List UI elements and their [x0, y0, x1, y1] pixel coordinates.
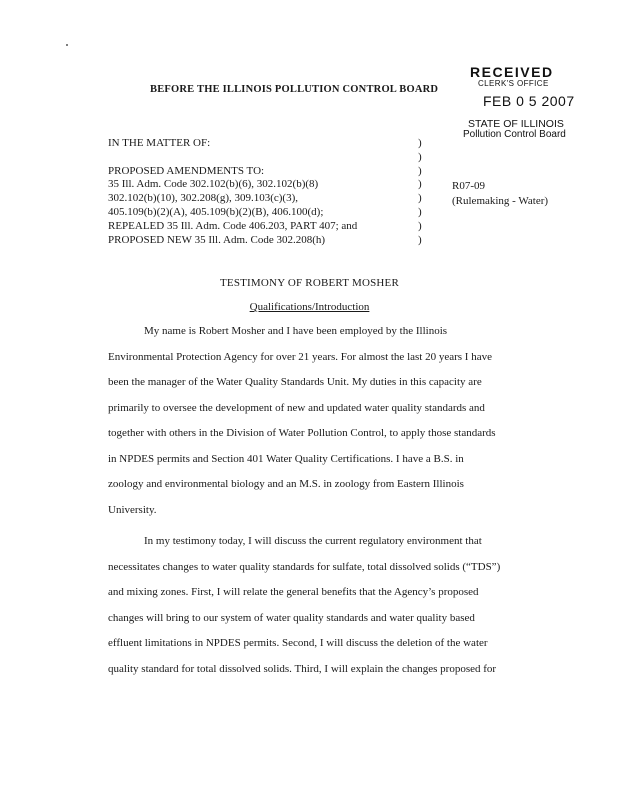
caption-paren: ): [418, 233, 422, 246]
caption-line: PROPOSED AMENDMENTS TO:: [108, 164, 265, 177]
testimony-title: TESTIMONY OF ROBERT MOSHER: [219, 277, 400, 289]
clerks-office-label: CLERK'S OFFICE: [478, 79, 549, 88]
received-date: FEB 0 5 2007: [483, 93, 575, 109]
stamp-state: STATE OF ILLINOIS: [468, 118, 564, 130]
caption-parens: [418, 137, 422, 247]
caption-line: 405.109(b)(2)(A), 405.109(b)(2)(B), 406.100(d);: [108, 205, 324, 218]
caption-line: [108, 151, 357, 165]
caption-line: 35 Ill. Adm. Code 302.102(b)(6), 302.102(b)(8): [108, 178, 319, 191]
body-line: together with others in the Division of Water Pollution Control, to apply those standards: [108, 427, 496, 439]
caption-line: IN THE MATTER OF:: [108, 137, 211, 149]
body-line: My name is Robert Mosher and I have been employed by the Illinois: [144, 325, 448, 337]
caption-paren: ): [418, 164, 422, 177]
body-line: necessitates changes to water quality standards for sulfate, total dissolved solids (“TDS”): [108, 560, 501, 573]
caption-line: PROPOSED NEW 35 Ill. Adm. Code 302.208(h): [108, 233, 326, 246]
docket-info: [452, 179, 548, 208]
body-line: changes will bring to our system of water quality standards and water quality based: [108, 611, 475, 624]
case-caption: [108, 137, 357, 247]
docket-number: R07-09: [452, 180, 485, 192]
board-title: BEFORE THE ILLINOIS POLLUTION CONTROL BOARD: [150, 84, 439, 95]
caption-paren: ): [418, 137, 422, 149]
body-line: zoology and environmental biology and an M.S. in zoology from Eastern Illinois: [108, 478, 464, 490]
body-line: In my testimony today, I will discuss the current regulatory environment that: [144, 535, 482, 547]
docket-type: (Rulemaking - Water): [452, 194, 549, 207]
body-line: been the manager of the Water Quality Standards Unit. My duties in this capacity are: [108, 376, 482, 388]
section-heading: Qualifications/Introduction: [249, 301, 370, 313]
paragraph-qualifications: [108, 325, 522, 529]
body-line: effluent limitations in NPDES permits. Second, I will discuss the deletion of the water: [108, 637, 488, 649]
body-line: quality standard for total dissolved solids. Third, I will explain the changes proposed for: [108, 662, 497, 675]
body-line: Environmental Protection Agency for over 21 years. For almost the last 20 years I have: [108, 350, 492, 363]
scan-speck: [66, 44, 68, 46]
body-line: in NPDES permits and Section 401 Water Quality Certifications. I have a B.S. in: [108, 452, 464, 465]
body-line: University.: [108, 503, 157, 516]
caption-line: 302.102(b)(10), 302.208(g), 309.103(c)(3),: [108, 192, 299, 205]
caption-paren: ): [418, 178, 422, 191]
caption-paren: ): [418, 150, 422, 163]
body-line: primarily to oversee the development of new and updated water quality standards and: [108, 401, 485, 414]
caption-paren: ): [418, 219, 422, 232]
received-stamp: RECEIVED: [470, 64, 554, 80]
caption-paren: ): [418, 192, 422, 205]
body-line: and mixing zones. First, I will relate the general benefits that the Agency’s proposed: [108, 586, 479, 598]
caption-paren: ): [418, 205, 422, 218]
paragraph-overview: [108, 535, 522, 688]
caption-line: REPEALED 35 Ill. Adm. Code 406.203, PART 407; and: [108, 219, 358, 232]
stamp-board: Pollution Control Board: [463, 129, 566, 140]
